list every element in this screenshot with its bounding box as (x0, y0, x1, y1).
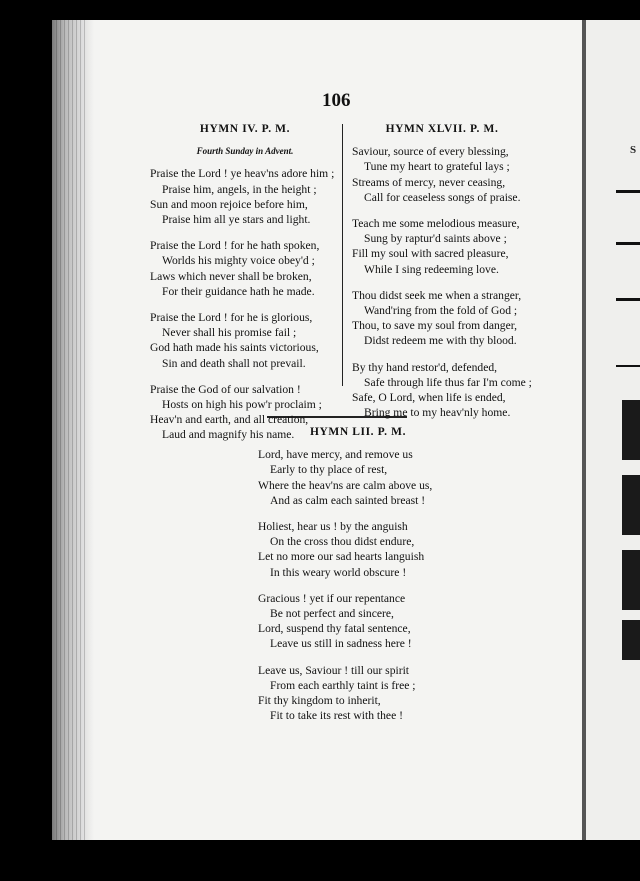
verse-line: Praise him, angels, in the height ; (162, 182, 317, 196)
verse-line: And as calm each sainted breast ! (270, 493, 426, 507)
verse-line: Streams of mercy, never ceasing, (352, 175, 506, 189)
verse-line: Leave us still in sadness here ! (270, 637, 412, 651)
stanza (258, 663, 458, 724)
verse-line: Let no more our sad hearts languish (258, 550, 425, 564)
hymn-iv (150, 122, 340, 454)
verse-line: Lord, suspend thy fatal sentence, (258, 622, 411, 636)
verse-line: Sin and death shall not prevail. (162, 356, 306, 370)
verse-line: Leave us, Saviour ! till our spirit (258, 663, 410, 677)
page-number: 106 (322, 90, 351, 111)
verse-line: Holiest, hear us ! by the anguish (258, 520, 408, 534)
verse-line: Gracious ! yet if our repentance (258, 591, 406, 605)
hymn-lii (258, 425, 458, 734)
stanza (258, 591, 458, 652)
verse-line: Heav'n and earth, and all creation, (150, 413, 309, 427)
adjacent-page-fragment (586, 20, 640, 840)
verse-line: By thy hand restor'd, defended, (352, 360, 498, 374)
music-staff (622, 550, 640, 610)
music-staff (622, 475, 640, 535)
stanza (150, 310, 340, 371)
hymn-subtitle: Fourth Sunday in Advent. (196, 146, 294, 157)
stanza (352, 288, 532, 349)
verse-line: Wand'ring from the fold of God ; (364, 304, 518, 318)
music-staff (622, 620, 640, 660)
stanza (352, 360, 532, 421)
verse-line: Sung by raptur'd saints above ; (364, 232, 507, 246)
verse-line: Praise the God of our salvation ! (150, 382, 301, 396)
verse-line: Fit thy kingdom to inherit, (258, 694, 381, 708)
verse-line: Worlds his mighty voice obey'd ; (162, 254, 315, 268)
verse-line: Saviour, source of every blessing, (352, 145, 509, 159)
gutter-shading (56, 20, 86, 840)
staff-line (616, 242, 640, 245)
hymn-title: HYMN IV. P. M. (199, 123, 291, 135)
verse-line: God hath made his saints victorious, (150, 341, 319, 355)
stanza (258, 447, 458, 508)
verse-line: Lord, have mercy, and remove us (258, 448, 413, 462)
column-divider (342, 124, 343, 386)
verse-line: Never shall his promise fail ; (162, 326, 297, 340)
stanza (150, 166, 340, 227)
verse-line: Where the heav'ns are calm above us, (258, 478, 433, 492)
staff-line (616, 190, 640, 193)
verse-line: Praise the Lord ! for he hath spoken, (150, 239, 320, 253)
verse-line: Tune my heart to grateful lays ; (364, 160, 510, 174)
verse-line: Praise him all ye stars and light. (162, 213, 311, 227)
hymn-title: HYMN LII. P. M. (309, 426, 407, 438)
stanza (352, 144, 532, 205)
verse-line: Safe, O Lord, when life is ended, (352, 391, 506, 405)
verse-line: Safe through life thus far I'm come ; (364, 375, 532, 389)
verse-line: Praise the Lord ! ye heav'ns adore him ; (150, 167, 335, 181)
stanza (352, 216, 532, 277)
verse-line: While I sing redeeming love. (364, 262, 499, 276)
verse-line: Fit to take its rest with thee ! (270, 709, 403, 723)
verse-line: Thou, to save my soul from danger, (352, 319, 518, 333)
stanza (150, 238, 340, 299)
hymn-title: HYMN XLVII. P. M. (385, 123, 499, 135)
verse-line: Teach me some melodious measure, (352, 217, 520, 231)
verse-line: Fill my soul with sacred pleasure, (352, 247, 509, 261)
verse-line: Bring me to my heav'nly home. (364, 406, 511, 420)
verse-line: Hosts on high his pow'r proclaim ; (162, 398, 322, 412)
music-staff (622, 400, 640, 460)
verse-line: Didst redeem me with thy blood. (364, 334, 517, 348)
hymn-xlvii (352, 122, 532, 431)
verse-line: From each earthly taint is free ; (270, 678, 416, 692)
verse-line: Sun and moon rejoice before him, (150, 197, 308, 211)
verse-line: Laud and magnify his name. (162, 428, 295, 442)
fragment-glyph: S (630, 144, 637, 156)
verse-line: For their guidance hath he made. (162, 284, 315, 298)
staff-line (616, 298, 640, 301)
verse-line: Laws which never shall be broken, (150, 269, 312, 283)
verse-line: Thou didst seek me when a stranger, (352, 288, 522, 302)
staff-line (616, 365, 640, 367)
verse-line: Praise the Lord ! for he is glorious, (150, 311, 313, 325)
verse-line: Be not perfect and sincere, (270, 607, 394, 621)
verse-line: Early to thy place of rest, (270, 463, 388, 477)
stanza (258, 519, 458, 580)
verse-line: In this weary world obscure ! (270, 565, 407, 579)
verse-line: Call for ceaseless songs of praise. (364, 190, 521, 204)
verse-line: On the cross thou didst endure, (270, 535, 415, 549)
